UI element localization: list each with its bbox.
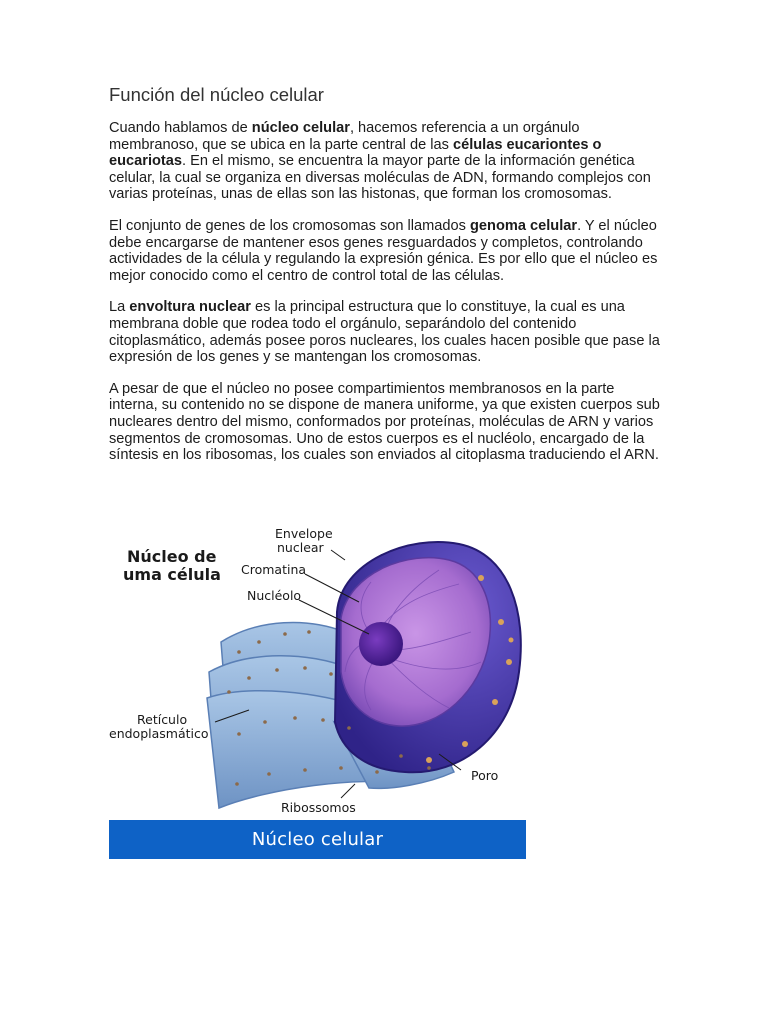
text-run: , hacemos referencia a un orgánulo membranoso, que se ubica en la parte central de las bbox=[109, 120, 580, 153]
text-run: A pesar de que el núcleo no posee compartimientos membranosos en la parte interna, su contenido no se dispone de manera uniforme, ya que existen cuerpos sub nucleares dentro del mismo, conformados por proteínas, moléculas de ARN y varios segmentos de cromosomas. Uno de estos cuerpos es el nucléolo, encargado de la síntesis en los ribosomas, los cuales son enviados al citoplasma traduciendo el ARN. bbox=[109, 380, 660, 464]
label-nucleolo: Nucléolo bbox=[247, 588, 302, 603]
caption-banner bbox=[109, 820, 526, 859]
text-run: es la principal estructura que lo constituye, la cual es una membrana doble que rodea todo el orgánulo, separándolo del contenido citoplasmático, además posee poros nucleares, los cuales hacen posible que pase la expresión de los genes y se mantengan los cromosomas. bbox=[109, 299, 660, 366]
text-run: Cuando hablamos de bbox=[109, 120, 252, 136]
label-ribossomos: Ribossomos bbox=[281, 800, 356, 815]
bold-term: genoma celular bbox=[470, 217, 578, 234]
label-reticulo-line1: Retículo bbox=[137, 712, 188, 727]
page-title: Función del núcleo celular bbox=[109, 84, 324, 105]
nucleus-illustration bbox=[109, 522, 527, 820]
caption-text: Núcleo celular bbox=[251, 829, 384, 850]
paragraph-2 bbox=[109, 218, 661, 284]
paragraph-4 bbox=[109, 381, 661, 464]
figure-title-line2: uma célula bbox=[123, 565, 221, 584]
paragraph-3 bbox=[109, 299, 661, 365]
label-poro: Poro bbox=[471, 768, 499, 783]
label-cromatina: Cromatina bbox=[241, 562, 307, 577]
nucleolus-shape bbox=[359, 622, 403, 666]
text-run: La bbox=[109, 299, 130, 316]
figure-title-line1: Núcleo de bbox=[127, 547, 217, 566]
bold-term: células eucariontes o eucariotas bbox=[109, 136, 602, 170]
label-reticulo-line2: endoplasmático bbox=[109, 726, 209, 741]
nucleus-diagram bbox=[109, 522, 527, 820]
text-run: El conjunto de genes de los cromosomas son llamados bbox=[109, 217, 470, 234]
paragraph-1 bbox=[109, 120, 661, 203]
article-body bbox=[109, 120, 661, 479]
label-envelope-line1: Envelope bbox=[275, 526, 333, 541]
label-envelope-line2: nuclear bbox=[277, 540, 324, 555]
bold-term: núcleo celular bbox=[251, 120, 350, 136]
text-run: . En el mismo, se encuentra la mayor parte de la información genética celular, la cual se organiza en diversas moléculas de ADN, formando complejos con varias proteínas, unas de ellas son las histonas, que forman los cromosomas. bbox=[109, 153, 651, 203]
text-run: . Y el núcleo debe encargarse de mantener esos genes resguardados y completos, controlando actividades de la célula y regulando la expresión génica. Es por ello que el núcleo es mejor conocido como el centro de control total de las células. bbox=[109, 217, 658, 284]
bold-term: envoltura nuclear bbox=[129, 299, 251, 316]
